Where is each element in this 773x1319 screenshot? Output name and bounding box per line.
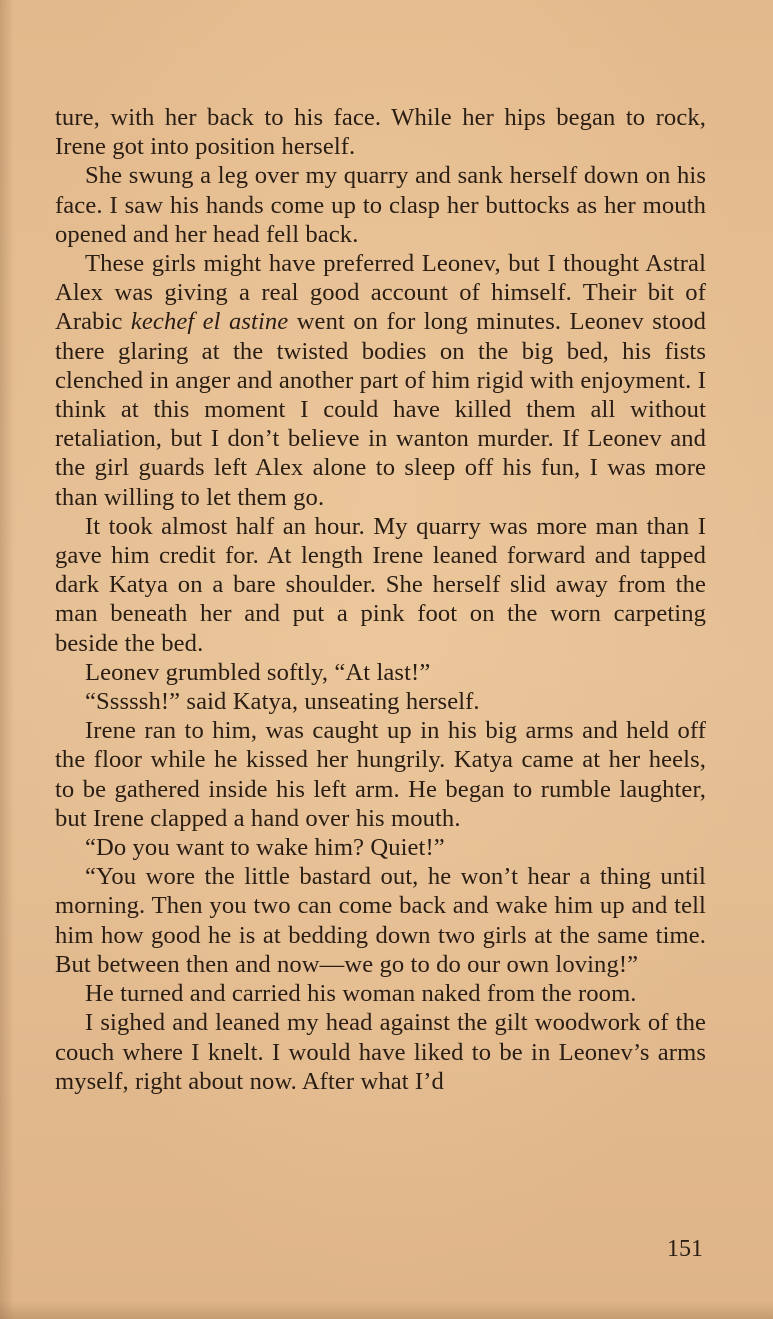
paragraph (55, 1008, 706, 1096)
paragraph (55, 161, 706, 249)
text-run: “Do you want to wake him? Quiet!” (85, 834, 445, 862)
text-run: ture, with her back to his face. While her hips began to rock, Irene got into position herself. (55, 104, 706, 161)
text-run: These girls might have preferred Leonev, but I thought Astral Alex was giving a real good account of himself. Their bit of Arabic (55, 250, 706, 336)
paragraph (55, 979, 706, 1008)
page-edge-shadow-left (0, 0, 14, 1319)
page-edge-shadow-bottom (0, 1301, 773, 1319)
text-run: He turned and carried his woman naked from the room. (85, 980, 637, 1008)
paragraph (55, 103, 706, 161)
paragraph (55, 833, 706, 862)
page-number: 151 (667, 1236, 703, 1262)
paragraph (55, 249, 706, 512)
text-run: “Sssssh!” said Katya, unseating herself. (85, 688, 480, 716)
text-run: She swung a leg over my quarry and sank herself down on his face. I saw his hands come up to clasp her buttocks as her mouth opened and her head fell back. (55, 162, 706, 248)
paragraph (55, 862, 706, 979)
text-run: I sighed and leaned my head against the gilt woodwork of the couch where I knelt. I would have liked to be in Leonev’s arms myself, right about now. After what I’d (55, 1009, 706, 1095)
paragraph (55, 658, 706, 687)
book-page-body-text (55, 103, 706, 1096)
text-run: went on for long minutes. Leonev stood there glaring at the twisted bodies on the big bed, his fists clenched in anger and another part of him rigid with enjoyment. I think at this moment I could have killed them all without retaliation, but I don’t believe in wanton murder. If Leonev and the girl guards left Alex alone to sleep off his fun, I was more than willing to let them go. (55, 308, 706, 511)
paragraph (55, 512, 706, 658)
text-run: Leonev grumbled softly, “At last!” (85, 658, 431, 686)
text-run: “You wore the little bastard out, he won’t hear a thing until morning. Then you two can come back and wake him up and tell him how good he is at bedding down two girls at the same time. But between then and now—we go to do our own loving!” (55, 863, 706, 978)
italic-phrase: kechef el astine (130, 308, 289, 336)
text-run: Irene ran to him, was caught up in his big arms and held off the floor while he kissed her hungrily. Katya came at her heels, to be gathered inside his left arm. He began to rumble laughter, but Irene clapped a hand over his mouth. (55, 717, 706, 832)
paragraph (55, 687, 706, 716)
paragraph (55, 716, 706, 833)
text-run: It took almost half an hour. My quarry was more man than I gave him credit for. At length Irene leaned forward and tapped dark Katya on a bare shoulder. She herself slid away from the man beneath her and put a pink foot on the worn carpeting beside the bed. (55, 512, 706, 657)
